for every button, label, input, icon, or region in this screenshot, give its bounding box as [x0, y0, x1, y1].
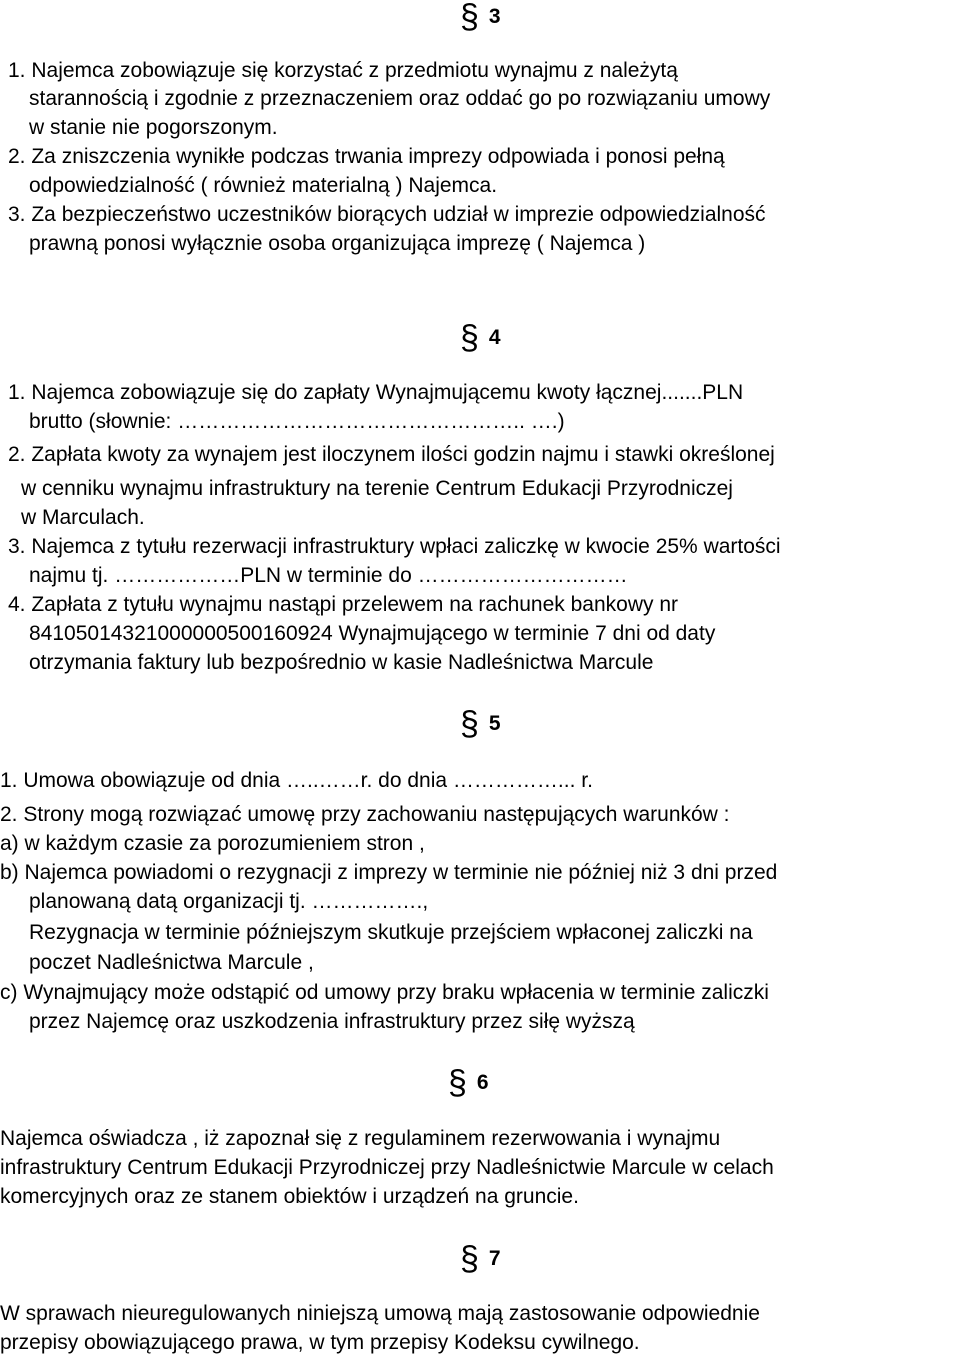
- text-line: w stanie nie pogorszonym.: [29, 116, 278, 139]
- text-line: poczet Nadleśnictwa Marcule ,: [29, 951, 314, 974]
- section-number: 4: [488, 326, 501, 349]
- text-line: 4. Zapłata z tytułu wynajmu nastąpi przelewem na rachunek bankowy nr: [8, 593, 679, 616]
- text-line: 2. Za zniszczenia wynikłe podczas trwania imprezy odpowiada i ponosi pełną: [8, 145, 725, 168]
- text-line: najmu tj. ………………PLN w terminie do …………………………: [29, 564, 628, 587]
- text-line: otrzymania faktury lub bezpośrednio w kasie Nadleśnictwa Marcule: [29, 651, 654, 674]
- text-line: b) Najemca powiadomi o rezygnacji z imprezy w terminie nie później niż 3 dni przed: [0, 861, 778, 884]
- text-line: odpowiedzialność ( również materialną ) Najemca.: [29, 174, 498, 197]
- text-line: w Marculach.: [21, 506, 145, 529]
- section-heading-7: [460, 1242, 501, 1276]
- text-line: 3. Za bezpieczeństwo uczestników biorących udział w imprezie odpowiedzialność: [8, 203, 766, 226]
- text-line: infrastruktury Centrum Edukacji Przyrodniczej przy Nadleśnictwie Marcule w celach: [0, 1156, 774, 1179]
- text-line: komercyjnych oraz ze stanem obiektów i urządzeń na gruncie.: [0, 1185, 579, 1208]
- text-line: 1. Umowa obowiązuje od dnia …..……r. do dnia ……………... r.: [0, 769, 593, 792]
- text-line: starannością i zgodnie z przeznaczeniem oraz oddać go po rozwiązaniu umowy: [29, 87, 771, 110]
- section-number: 5: [488, 712, 501, 735]
- section-heading-3: [460, 0, 501, 34]
- section-number: 3: [488, 5, 501, 28]
- section-number: 7: [488, 1247, 501, 1270]
- text-line: 84105014321000000500160924 Wynajmującego w terminie 7 dni od daty: [29, 622, 716, 645]
- text-line: c) Wynajmujący może odstąpić od umowy przy braku wpłacenia w terminie zaliczki: [0, 981, 769, 1004]
- text-line: brutto (słownie: ………………………………………….. ….): [29, 410, 565, 433]
- text-line: Rezygnacja w terminie późniejszym skutkuje przejściem wpłaconej zaliczki na: [29, 921, 753, 944]
- text-line: prawną ponosi wyłącznie osoba organizująca imprezę ( Najemca ): [29, 232, 646, 255]
- text-line: przepisy obowiązującego prawa, w tym przepisy Kodeksu cywilnego.: [0, 1331, 640, 1354]
- text-line: 3. Najemca z tytułu rezerwacji infrastruktury wpłaci zaliczkę w kwocie 25% wartości: [8, 535, 781, 558]
- paragraph-symbol: §: [448, 1064, 467, 1102]
- text-line: 2. Zapłata kwoty za wynajem jest iloczynem ilości godzin najmu i stawki określonej: [8, 443, 775, 466]
- section-heading-6: [448, 1066, 489, 1100]
- section-number: 6: [476, 1071, 489, 1094]
- paragraph-symbol: §: [460, 0, 479, 36]
- text-line: W sprawach nieuregulowanych niniejszą umową mają zastosowanie odpowiednie: [0, 1302, 760, 1325]
- text-line: 1. Najemca zobowiązuje się korzystać z przedmiotu wynajmu z należytą: [8, 59, 678, 82]
- paragraph-symbol: §: [460, 705, 479, 743]
- paragraph-symbol: §: [460, 319, 479, 357]
- text-line: przez Najemcę oraz uszkodzenia infrastruktury przez siłę wyższą: [29, 1010, 635, 1033]
- text-line: a) w każdym czasie za porozumieniem stron ,: [0, 832, 425, 855]
- text-line: 2. Strony mogą rozwiązać umowę przy zachowaniu następujących warunków :: [0, 803, 730, 826]
- text-line: planowaną datą organizacji tj. …………….,: [29, 890, 429, 913]
- paragraph-symbol: §: [460, 1240, 479, 1278]
- section-heading-4: [460, 321, 501, 355]
- section-heading-5: [460, 707, 501, 741]
- text-line: Najemca oświadcza , iż zapoznał się z regulaminem rezerwowania i wynajmu: [0, 1127, 721, 1150]
- text-line: 1. Najemca zobowiązuje się do zapłaty Wynajmującemu kwoty łącznej.......PLN: [8, 381, 744, 404]
- text-line: w cenniku wynajmu infrastruktury na terenie Centrum Edukacji Przyrodniczej: [21, 477, 733, 500]
